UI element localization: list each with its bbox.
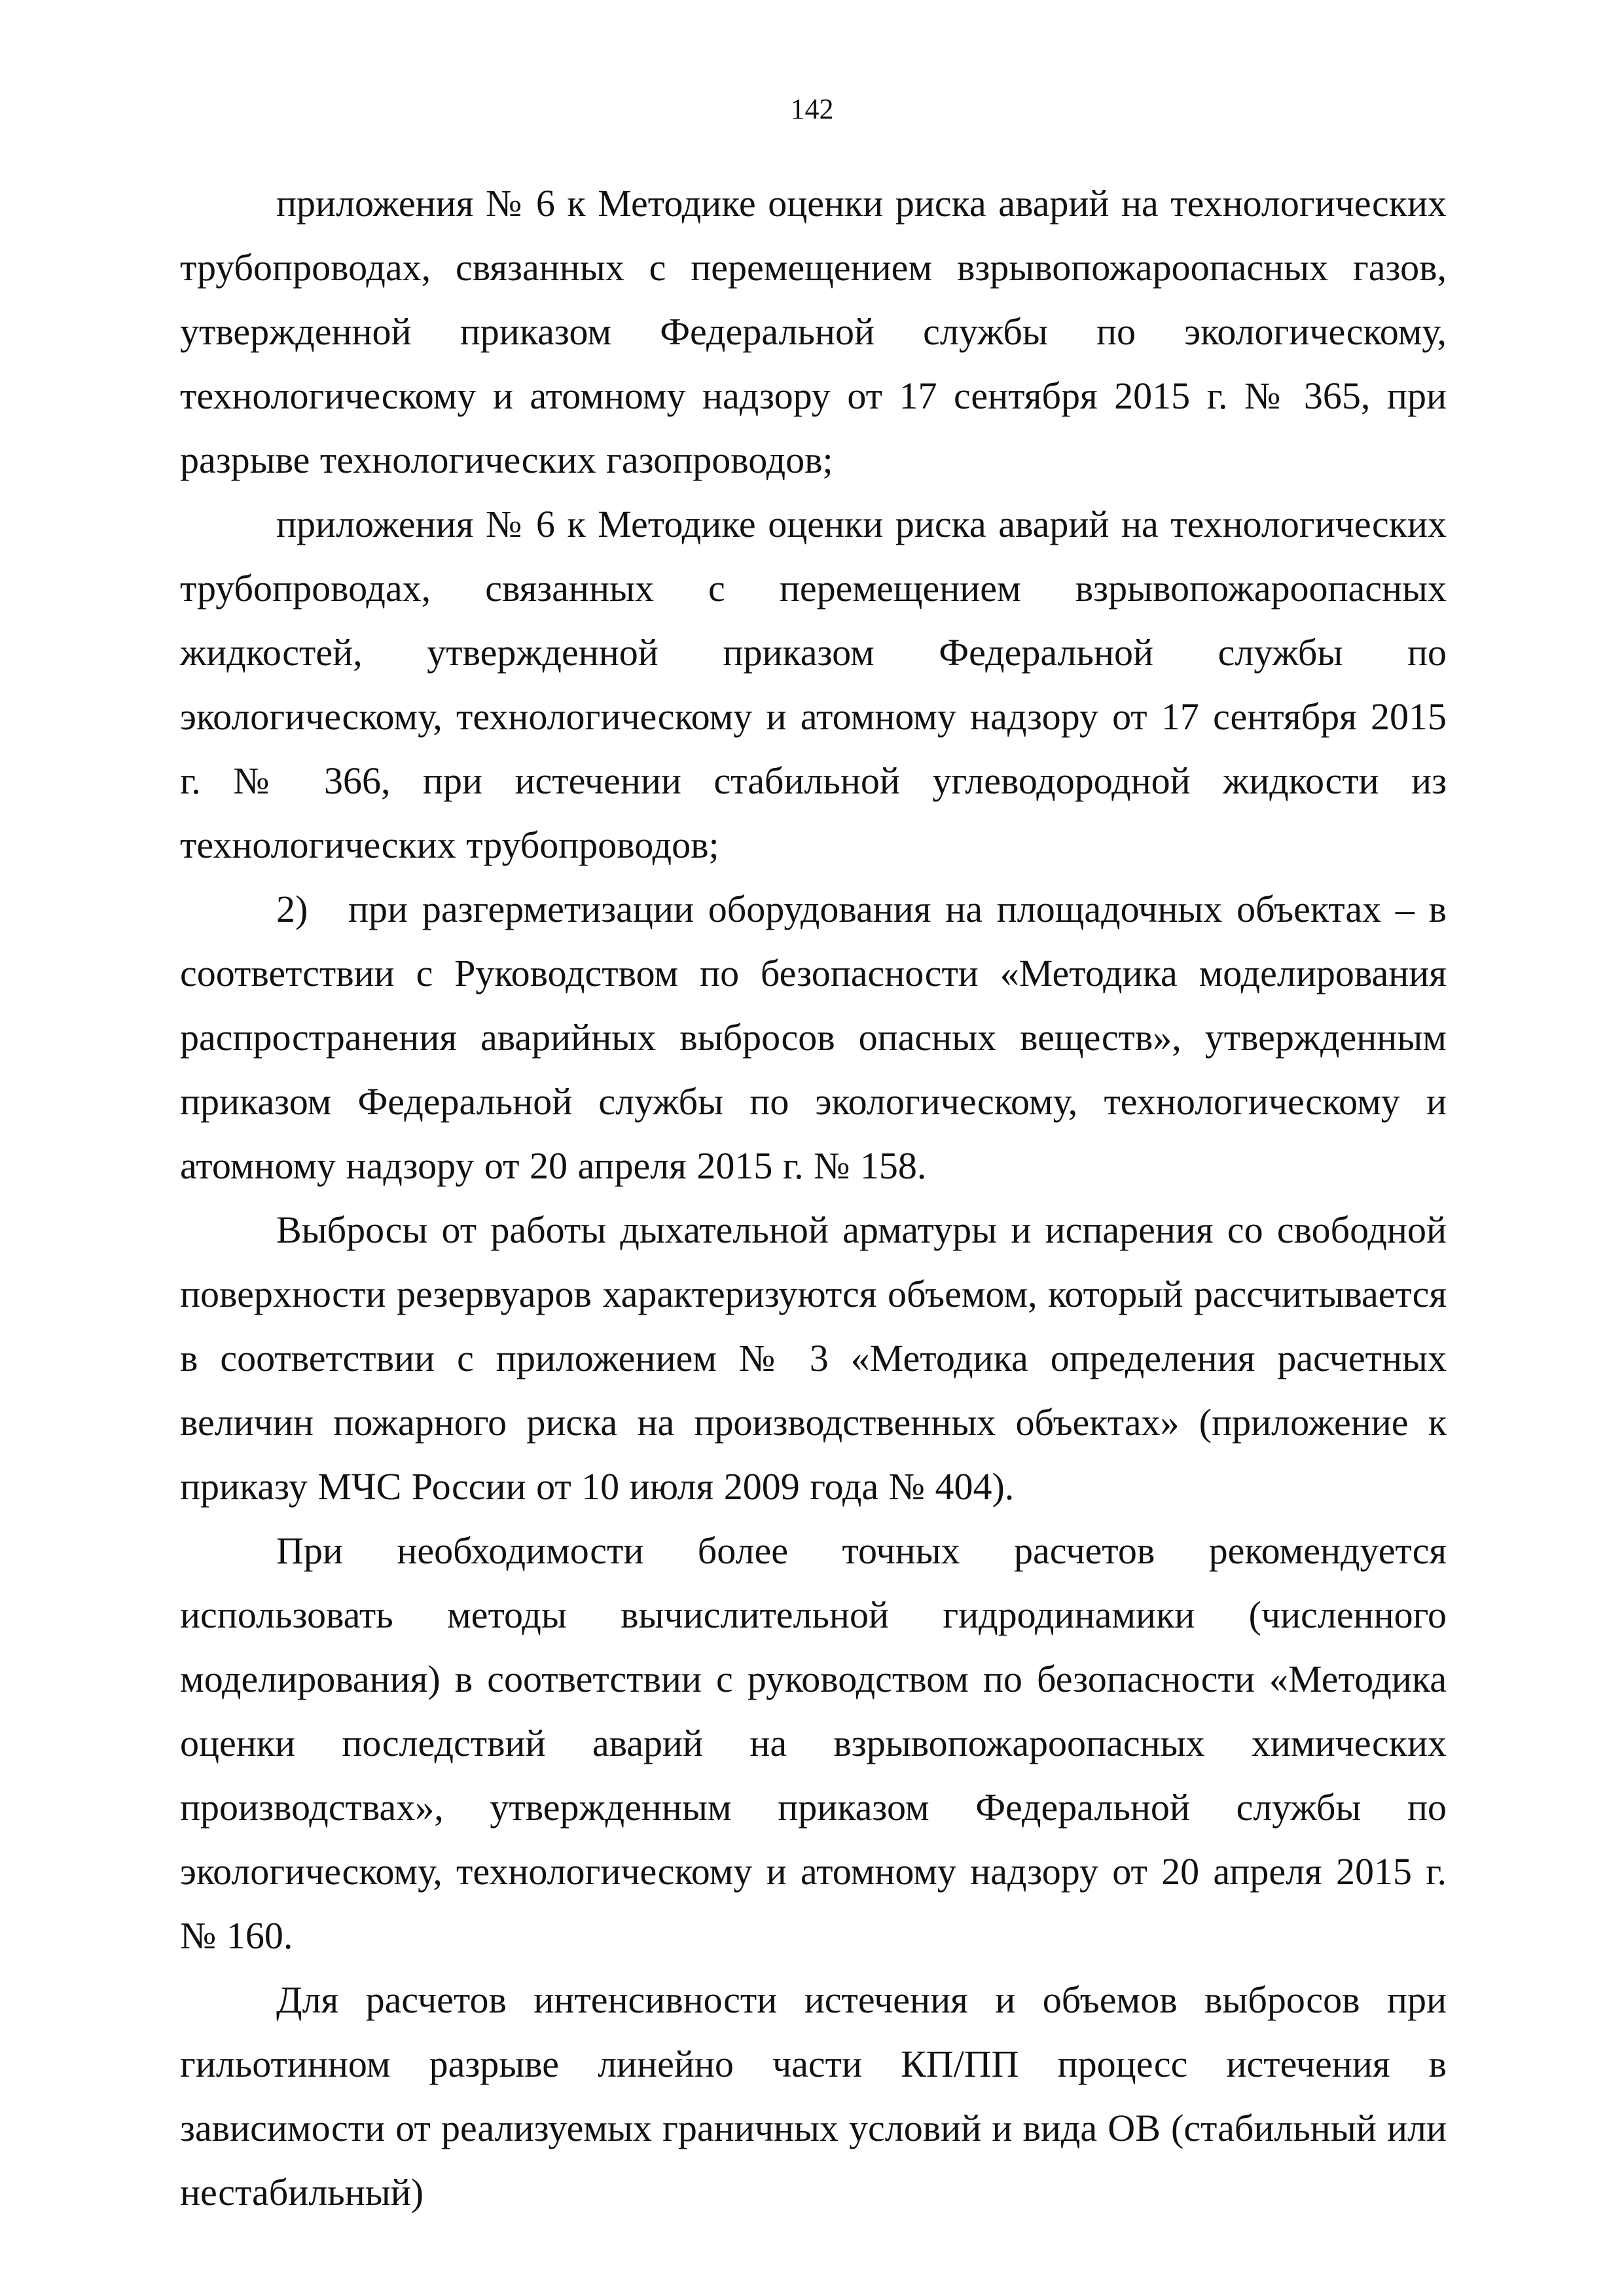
paragraph-guillotine-rupture: Для расчетов интенсивности истечения и объемов выбросов при гильотинном разрыве линейно части КП/ПП процесс истечения в зависимости от реализуемых граничных условий и вида ОВ (стабильный или нестабильный) <box>180 1978 1447 2214</box>
page-number: 142 <box>790 93 834 125</box>
list-item-2 <box>180 877 1447 1198</box>
list-item-2-text: при разгерметизации оборудования на площадочных объектах – в соответствии с Руководством по безопасности «Методика моделирования распространения аварийных выбросов опасных веществ», утвержденным приказом Федеральной службы по экологическому, технологическому и атомному надзору от 20 апреля 2015 г. № 158. <box>180 888 1447 1187</box>
paragraph-appendix-6-liquid: приложения № 6 к Методике оценки риска аварий на технологических трубопроводах, связанных с перемещением взрывопожароопасных жидкостей, утвержденной приказом Федеральной службы по экологическому, технологическому и атомному надзору от 17 сентября 2015 г. № 366, при истечении стабильной углеводородной жидкости из технологических трубопроводов; <box>180 503 1447 866</box>
paragraph-cfd-methods: При необходимости более точных расчетов рекомендуется использовать методы вычислительной гидродинамики (численного моделирования) в соответствии с руководством по безопасности «Методика оценки последствий аварий на взрывопожароопасных химических производствах», утвержденным приказом Федеральной службы по экологическому, технологическому и атомному надзору от 20 апреля 2015 г. № 160. <box>180 1529 1447 1957</box>
paragraph-appendix-6-gas: приложения № 6 к Методике оценки риска аварий на технологических трубопроводах, связанных с перемещением взрывопожароопасных газов, утвержденной приказом Федеральной службы по экологическому, технологическому и атомному надзору от 17 сентября 2015 г. № 365, при разрыве технологических газопроводов; <box>180 182 1447 481</box>
list-item-marker: 2) <box>276 888 308 930</box>
document-body <box>180 172 1447 2225</box>
paragraph-emissions: Выбросы от работы дыхательной арматуры и испарения со свободной поверхности резервуаров характеризуются объемом, который рассчитывается в соответствии с приложением № 3 «Методика определения расчетных величин пожарного риска на производственных объектах» (приложение к приказу МЧС России от 10 июля 2009 года № 404). <box>180 1209 1447 1508</box>
